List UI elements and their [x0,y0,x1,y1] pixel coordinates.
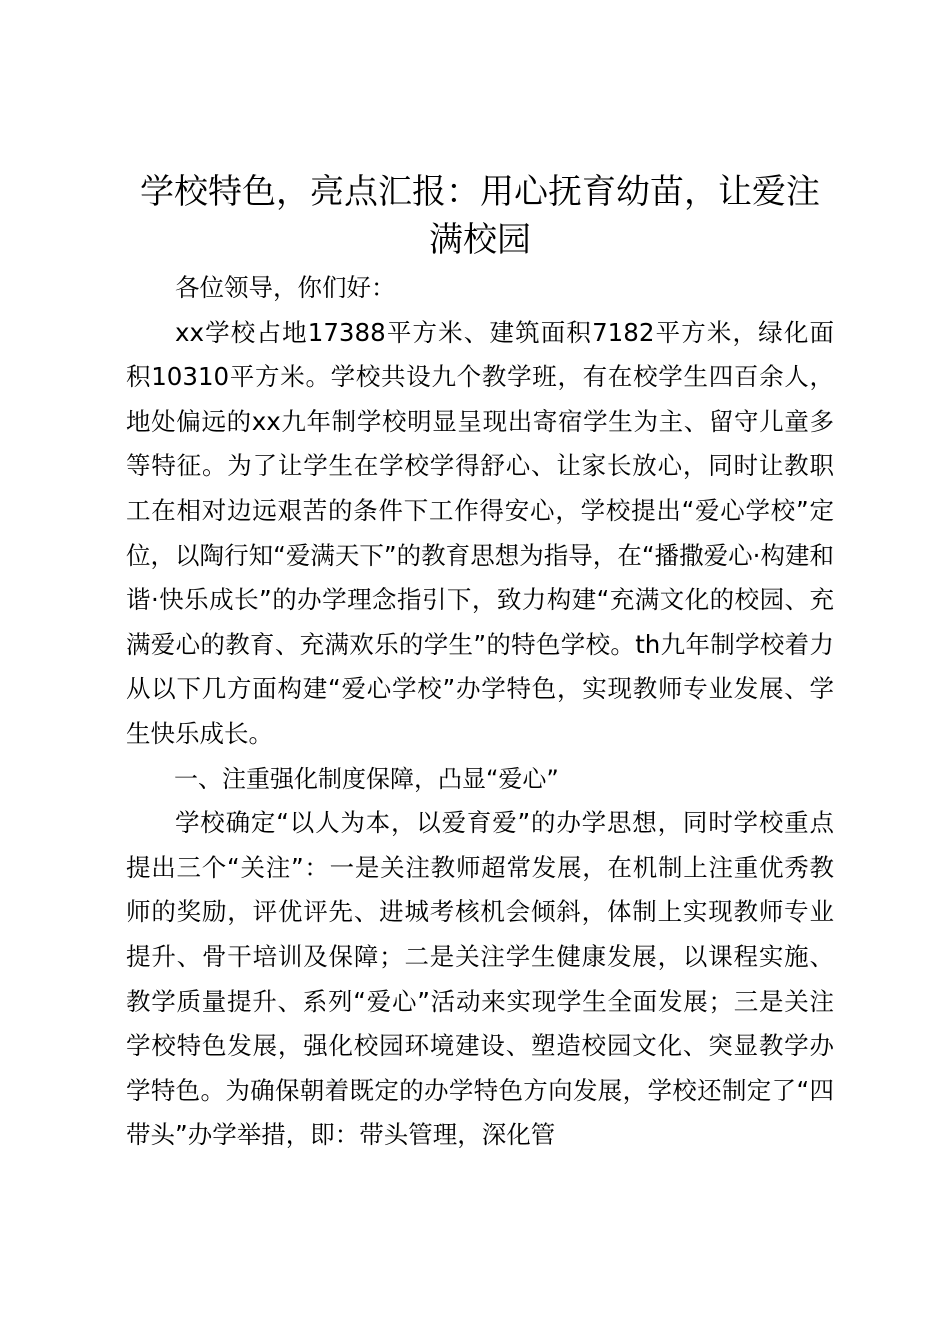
paragraph-section-1: 学校确定“以人为本，以爱育爱”的办学思想，同时学校重点提出三个“关注”：一是关注教师超常发展，在机制上注重优秀教师的奖励，评优评先、进城考核机会倾斜，体制上实现教师专业提升、骨干培训及保障；二是关注学生健康发展，以课程实施、教学质量提升、系列“爱心”活动来实现学生全面发展；三是关注学校特色发展，强化校园环境建设、塑造校园文化、突显教学办学特色。为确保朝着既定的办学特色方向发展，学校还制定了“四带头”办学举措，即：带头管理，深化管 [126,808,834,1150]
greeting: 各位领导，你们好： [175,273,396,302]
document-title: 学校特色，亮点汇报：用心抚育幼苗，让爱注满校园 [140,172,820,260]
section-heading-1: 一、注重强化制度保障，凸显“爱心” [174,764,559,793]
document-page [126,168,834,1158]
paragraph-intro: xx学校占地17388平方米、建筑面积7182平方米，绿化面积10310平方米。学校共设九个教学班，有在校学生四百余人，地处偏远的xx九年制学校明显呈现出寄宿学生为主、留守儿童多等特征。为了让学生在学校学得舒心、让家长放心，同时让教职工在相对边远艰苦的条件下工作得安心，学校提出“爱心学校”定位，以陶行知“爱满天下”的教育思想为指导，在“播撒爱心·构建和谐·快乐成长”的办学理念指引下，致力构建“充满文化的校园、充满爱心的教育、充满欢乐的学生”的特色学校。th九年制学校着力从以下几方面构建“爱心学校”办学特色，实现教师专业发展、学生快乐成长。 [126,317,834,748]
